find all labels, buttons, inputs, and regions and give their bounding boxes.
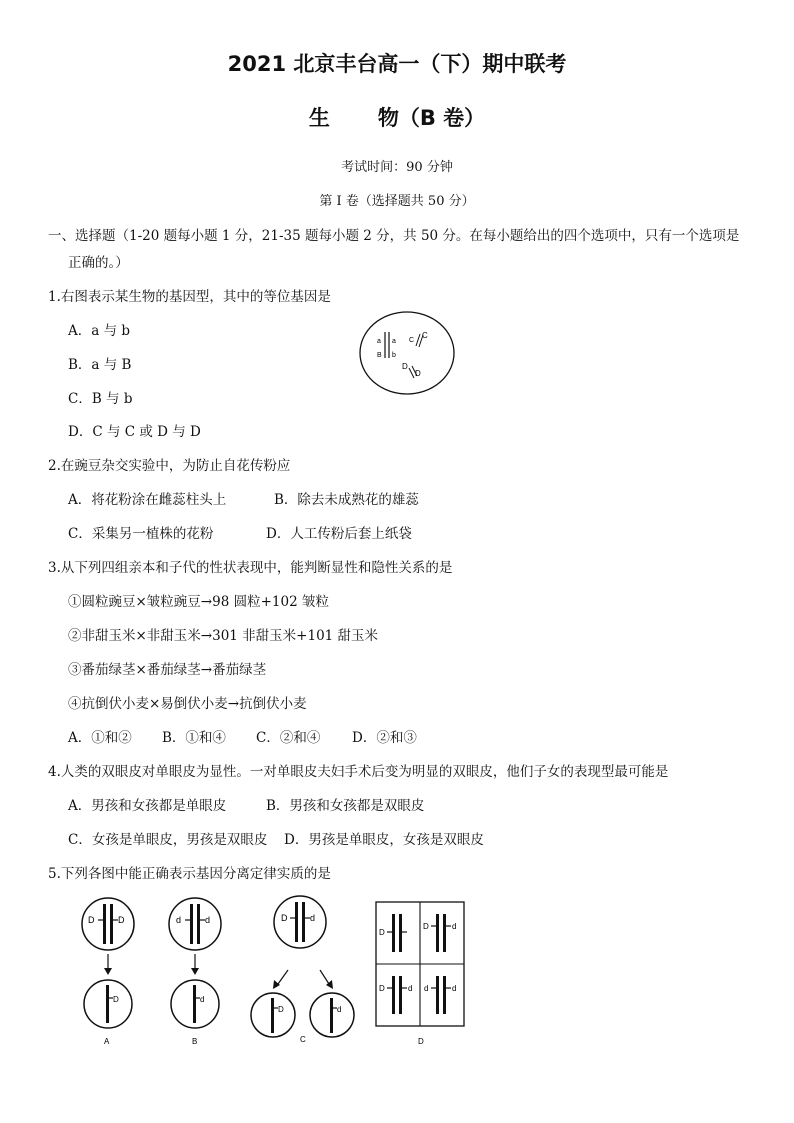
allele-label: D: [118, 915, 125, 925]
figure-c: [251, 896, 354, 1044]
q3-option-b: B．①和④: [162, 730, 226, 746]
figure-label-d: D: [418, 1037, 424, 1046]
exam-title: 2021 北京丰台高一（下）期中联考: [227, 52, 567, 76]
gene-label: C: [422, 331, 428, 340]
exam-time: 考试时间：90 分钟: [341, 160, 453, 175]
q4-option-d: D．男孩是单眼皮，女孩是双眼皮: [284, 832, 484, 848]
q4-option-c: C．女孩是单眼皮，男孩是双眼皮: [68, 832, 268, 848]
figure-d: [376, 902, 464, 1046]
q4-option-b: B．男孩和女孩都是双眼皮: [266, 798, 425, 814]
q2-stem: 2.在豌豆杂交实验中，为防止自花传粉应: [48, 458, 291, 474]
part-heading: 第 I 卷（选择题共 50 分）: [319, 194, 475, 209]
figure-label-a: A: [104, 1037, 110, 1046]
figure-b: [169, 898, 221, 1046]
figure-label-c: C: [300, 1035, 306, 1044]
allele-label: D: [278, 1005, 284, 1014]
allele-label: d: [424, 984, 429, 993]
subject-rest: 物（B 卷）: [377, 106, 486, 130]
gene-label: D: [402, 362, 408, 371]
allele-label: d: [176, 915, 182, 925]
figure-a: [82, 898, 134, 1046]
q1-genotype-figure: [356, 308, 460, 398]
gene-label: D: [415, 369, 421, 378]
gene-label: a: [377, 338, 381, 345]
q4-option-a: A．男孩和女孩都是单眼皮: [68, 798, 227, 814]
allele-label: d: [200, 995, 205, 1004]
q1-option-c: C．B 与 b: [68, 391, 133, 407]
allele-label: D: [423, 922, 429, 931]
allele-label: d: [310, 913, 316, 923]
gene-label: b: [392, 352, 396, 359]
q1-option-a: A．a 与 b: [68, 323, 131, 339]
allele-label: D: [281, 913, 288, 923]
gene-label: a: [392, 338, 396, 345]
q2-option-a: A．将花粉涂在雌蕊柱头上: [68, 492, 227, 508]
allele-label: D: [113, 995, 119, 1004]
q3-statement-4: ④抗倒伏小麦×易倒伏小麦→抗倒伏小麦: [68, 696, 307, 712]
allele-label: D: [379, 984, 385, 993]
allele-label: d: [452, 922, 457, 931]
q1-stem: 1.右图表示某生物的基因型，其中的等位基因是: [48, 289, 331, 305]
q2-option-b: B．除去未成熟花的雄蕊: [274, 492, 419, 508]
allele-label: D: [88, 915, 95, 925]
gene-label: C: [409, 337, 415, 344]
section-instruction-line1: 一、选择题（1-20 题每小题 1 分，21-35 题每小题 2 分，共 50 分。在每小题给出的四个选项中，只有一个选项是: [48, 228, 740, 244]
q5-stem: 5.下列各图中能正确表示基因分离定律实质的是: [48, 866, 331, 882]
allele-label: d: [205, 915, 211, 925]
allele-label: d: [408, 984, 413, 993]
figure-label-b: B: [192, 1037, 198, 1046]
allele-label: D: [379, 928, 385, 937]
cell-outline: [360, 312, 454, 394]
q1-option-d: D．C 与 C 或 D 与 D: [68, 424, 201, 440]
q2-option-c: C．采集另一植株的花粉: [68, 526, 214, 542]
q3-stem: 3.从下列四组亲本和子代的性状表现中，能判断显性和隐性关系的是: [48, 560, 453, 576]
q3-statement-2: ②非甜玉米×非甜玉米→301 非甜玉米+101 甜玉米: [68, 628, 379, 644]
allele-label: d: [452, 984, 457, 993]
gene-label: B: [377, 352, 382, 359]
q1-option-b: B．a 与 B: [68, 357, 132, 373]
q4-stem: 4.人类的双眼皮对单眼皮为显性。一对单眼皮夫妇手术后变为明显的双眼皮，他们子女的表现型最可能是: [48, 764, 669, 780]
allele-label: d: [337, 1005, 342, 1014]
q2-option-d: D．人工传粉后套上纸袋: [266, 526, 412, 542]
q3-option-c: C．②和④: [256, 730, 321, 746]
chromosome-3: [416, 334, 420, 346]
q3-option-d: D．②和③: [352, 730, 417, 746]
section-instruction-line2: 正确的。）: [68, 255, 129, 271]
subject-char: 生: [308, 106, 330, 130]
exam-subject: [0, 102, 794, 132]
q3-statement-1: ①圆粒豌豆×皱粒豌豆→98 圆粒+102 皱粒: [68, 594, 329, 610]
q3-statement-3: ③番茄绿茎×番茄绿茎→番茄绿茎: [68, 662, 267, 678]
q5-figures: [70, 892, 470, 1052]
q3-option-a: A．①和②: [68, 730, 132, 746]
